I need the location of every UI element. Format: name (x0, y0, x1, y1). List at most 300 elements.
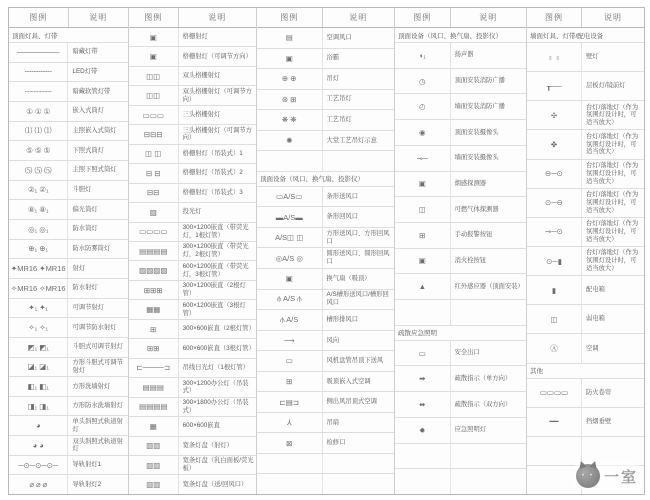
description-cell: 单头斜照式轨道射灯 (72, 417, 123, 433)
description-cell: 方形防水洗墙射灯 (72, 402, 123, 410)
description-cell: 空调风口 (326, 33, 352, 41)
description-cell: 弱电箱 (586, 315, 605, 323)
legend-row (9, 397, 128, 417)
symbol-cell: ◎A/S ◎ (257, 248, 323, 268)
symbol-cell: ✧MR16 ✧MR16 (9, 279, 68, 298)
legend-row (9, 377, 128, 397)
symbol-cell: ◫ (527, 305, 582, 333)
symbol-cell: ▭A/S▭ (257, 187, 323, 207)
description-cell: 格栅射灯（可调节方向） (182, 52, 252, 60)
section-header: 顶面设备（风口、换气扇、投影仪） (395, 28, 526, 43)
description-cell (323, 454, 395, 474)
legend-row (129, 164, 256, 183)
symbol-cell: ⊞ (395, 223, 451, 248)
legend-row (129, 417, 256, 436)
legend-row (395, 469, 526, 494)
legend-row (257, 269, 394, 290)
symbol-cell: ◉ (395, 120, 451, 145)
description-cell: 条形回风口 (326, 213, 358, 221)
description-cell: 可调节射灯 (72, 303, 104, 311)
legend-row (129, 398, 256, 417)
symbol-cell: ⊞ (257, 372, 323, 392)
legend-row (257, 187, 394, 208)
symbol-cell: ⊞⊞⊞ (129, 281, 179, 299)
description-header: 说明 (349, 13, 368, 22)
symbol-cell (395, 444, 451, 469)
description-cell: 工艺吊灯 (326, 116, 352, 124)
legend-row (395, 43, 526, 69)
legend-column-2 (129, 8, 257, 494)
description-cell: 暗藏软管灯带 (72, 87, 111, 95)
description-cell (323, 151, 395, 171)
legend-row (129, 281, 256, 300)
description-cell: 浴霸 (326, 54, 340, 62)
legend-row (129, 28, 256, 47)
legend-row (257, 351, 394, 372)
description-cell: 应急照明灯 (454, 426, 487, 434)
column-body (527, 28, 644, 494)
column-body (257, 28, 394, 494)
description-cell: 台灯/落地灯（作为氛围灯设计时，可适当放大） (586, 249, 639, 272)
description-cell: 台灯/落地灯（作为氛围灯设计时，可适当放大） (586, 190, 639, 214)
description-cell: 烟感探测器 (454, 179, 487, 187)
legend-row (9, 279, 128, 299)
description-cell: 导轨射灯1 (72, 461, 102, 469)
description-cell: 圆形送风口、圆形回风口 (326, 250, 390, 266)
symbol-cell: ⑴ ⑴ ⑴ (9, 122, 68, 141)
description-cell (451, 469, 526, 494)
legend-row (9, 102, 128, 122)
legend-row (257, 49, 394, 70)
description-cell: 三头格栅射灯（可调节方向） (182, 126, 252, 142)
symbol-cell: ♁ ♁ (527, 43, 582, 71)
description-cell: 检修口 (326, 439, 346, 447)
description-header: 说明 (89, 13, 108, 22)
description-cell: 侧出风吊顶式空调 (326, 398, 377, 406)
legend-row (129, 456, 256, 475)
description-cell (323, 474, 395, 494)
legend-row (395, 94, 526, 120)
symbol-cell: ◩₁ ◩₁ (9, 338, 68, 357)
description-cell: 壁灯 (586, 53, 599, 61)
symbol-cell: ⊟ ⊟ (129, 164, 179, 182)
description-cell: 600×600嵌直 (182, 422, 220, 430)
legend-row (129, 242, 256, 261)
symbol-cell: ┰── (527, 72, 582, 100)
symbol-cell: ⊙─⊖ (527, 189, 582, 217)
description-cell: 宽条灯盘（射灯） (182, 441, 233, 449)
symbol-cell: ✺ (257, 131, 323, 151)
description-cell: 投光灯 (182, 208, 202, 216)
legend-row (395, 300, 526, 326)
description-cell: 格栅射灯（吊装式）1 (182, 150, 243, 158)
description-cell: 红外感应器（顶面安装） (454, 282, 524, 290)
legend-row (527, 218, 644, 247)
symbol-cell: ◎₁ ◎₁ (9, 220, 68, 239)
symbol-header: 图例 (9, 8, 69, 27)
legend-row (527, 408, 644, 437)
symbol-cell: ⊠ (257, 433, 323, 453)
symbol-cell: ⅄ (257, 413, 323, 433)
description-cell: 槽形排风口 (326, 315, 358, 323)
legend-row (257, 69, 394, 90)
description-cell: 台灯/落地灯（作为氛围灯设计时，可适当放大） (586, 132, 639, 156)
symbol-cell: ◫ (395, 197, 451, 222)
description-cell: 双头格栅射灯 (182, 72, 221, 80)
symbol-cell: ▥▥ (129, 456, 179, 474)
legend-row (257, 228, 394, 249)
symbol-cell: ┄┄┄┄┄┄ (9, 82, 68, 101)
description-cell: 600×1200嵌直（3根灯管） (182, 301, 246, 317)
legend-row (527, 101, 644, 130)
symbol-cell: ⟶ (257, 331, 323, 351)
description-cell: 主照嵌入式筒灯 (72, 127, 117, 135)
legend-row (395, 249, 526, 275)
description-cell: 方形洗墙射灯 (72, 382, 111, 390)
description-cell: 双头格栅射灯（可调节方向） (182, 87, 252, 103)
legend-row (9, 63, 128, 83)
symbol-header: 图例 (395, 8, 451, 27)
description-cell: 墙面安装消防广播 (454, 102, 505, 110)
legend-row (395, 418, 526, 444)
symbol-cell: ✹ (395, 418, 451, 443)
symbol-cell: Ⓐ (527, 334, 582, 362)
symbol-cell: ✧₁ ✧₁ (9, 318, 68, 337)
legend-row (9, 82, 128, 102)
section-header: 墙面灯具、灯带/配电设备 (527, 28, 644, 43)
description-cell: A/S槽形送风口/槽形回风口 (326, 291, 389, 307)
symbol-cell: ▦ (129, 417, 179, 435)
symbol-cell: ⊕₁ ⊕₁ (9, 240, 68, 259)
symbol-cell: ✤ (527, 130, 582, 158)
description-cell: 可调节防水射灯 (72, 323, 117, 331)
description-cell: 格栅射灯（吊装式）3 (182, 188, 243, 196)
symbol-cell: ⊸─ (395, 146, 451, 171)
legend-row (129, 339, 256, 358)
symbol-cell: ◴ (395, 94, 451, 119)
description-cell: 斗胆灯 (72, 185, 92, 193)
legend-row (257, 433, 394, 454)
symbol-cell: ⊖─⊙ (527, 160, 582, 188)
description-cell: 嵌入式筒灯 (72, 107, 104, 115)
symbol-cell: ✣ (527, 101, 582, 129)
symbol-cell: ▨ (129, 203, 179, 221)
legend-row (9, 161, 128, 181)
symbol-cell: ⊏────⊐ (129, 359, 179, 377)
symbol-cell: ▣ (257, 269, 323, 289)
description-cell: LED灯带 (72, 68, 98, 76)
legend-row (9, 338, 128, 358)
legend-row (395, 172, 526, 198)
legend-row (129, 47, 256, 66)
legend-row (257, 28, 394, 49)
symbol-cell: ▮ (527, 276, 582, 304)
symbol-cell: ① ① ① (9, 102, 68, 121)
legend-row (9, 318, 128, 338)
legend-row (129, 223, 256, 242)
legend-row (9, 456, 128, 476)
legend-row (257, 454, 394, 475)
symbol-cell: ⊞⊞ (129, 339, 179, 357)
symbol-cell (527, 437, 582, 465)
symbol-cell: ◕ ◕ (9, 436, 68, 455)
legend-row (395, 69, 526, 95)
description-cell: 顶面安装消防广播 (454, 77, 505, 85)
legend-row (9, 436, 128, 456)
symbol-cell: ▬A/S▬ (257, 207, 323, 227)
symbol-cell: ◷ (395, 69, 451, 94)
description-cell: 双头斜照式轨道射灯 (72, 437, 123, 453)
description-cell: 格栅射灯（吊装式）2 (182, 169, 243, 177)
legend-row (9, 181, 128, 201)
symbol-cell: ◨₁ ◨₁ (9, 397, 68, 416)
section-header: 疏散应急照明 (395, 326, 526, 341)
legend-row (395, 341, 526, 367)
description-cell: 台灯/落地灯（作为氛围灯设计时，可适当放大） (586, 220, 639, 243)
description-cell: 配电箱 (586, 286, 605, 294)
column-header (395, 8, 526, 28)
symbol-cell: ▣ (129, 47, 179, 65)
legend-row (129, 106, 256, 125)
legend-row (257, 248, 394, 269)
legend-row (9, 475, 128, 494)
legend-row (527, 160, 644, 189)
symbol-cell: ▭▭▭▭ (527, 379, 582, 407)
description-cell: 宽条灯盘（乳白面板/荧光板） (182, 457, 254, 473)
symbol-header: 图例 (129, 8, 179, 27)
legend-row (527, 130, 644, 159)
legend-row (527, 276, 644, 305)
symbol-cell: ⑤ ⑤ ⑤ (9, 141, 68, 160)
symbol-cell: ▲ (395, 274, 451, 299)
legend-row (129, 86, 256, 105)
symbol-cell: ◖₁ (395, 43, 451, 68)
description-cell: 层板灯/镜前灯 (586, 82, 626, 90)
legend-row (257, 392, 394, 413)
description-cell: 安全出口 (454, 349, 480, 357)
description-cell: 顶面安装摄像头 (454, 128, 499, 136)
symbol-cell: ◕ (9, 416, 68, 435)
description-cell: 主照下照式筒灯 (72, 166, 117, 174)
legend-row (527, 43, 644, 72)
legend-row (9, 299, 128, 319)
symbol-cell: ✦MR16 ✦MR16 (9, 259, 68, 278)
section-header: 顶面设备（风口、换气扇、投影仪） (257, 172, 394, 187)
description-cell (451, 444, 526, 469)
symbol-cell: A/S◫ ◫ (257, 228, 323, 248)
description-cell: 挡烟垂壁 (586, 417, 612, 425)
description-cell: 300×1200嵌直（带荧光灯，1根灯管） (182, 223, 249, 239)
description-cell: 吸顶嵌入式空调 (326, 377, 371, 385)
description-cell: 导轨射灯2 (72, 480, 102, 488)
symbol-cell: ─⊙─⊙─⊙─ (9, 456, 68, 475)
legend-row (395, 366, 526, 392)
legend-row (257, 413, 394, 434)
description-cell: 斗胆式可调节射灯 (72, 343, 123, 351)
legend-row (9, 220, 128, 240)
description-header: 说明 (604, 13, 622, 22)
legend-row (9, 43, 128, 63)
legend-row (257, 90, 394, 111)
description-cell: 风向 (326, 336, 340, 344)
symbol-cell (395, 300, 451, 325)
symbol-cell: ▨▨▨▨ (129, 261, 179, 279)
description-cell: 300×600嵌直（2根灯管） (182, 325, 255, 333)
description-cell: 消火栓按钮 (454, 257, 487, 265)
symbol-cell (257, 474, 323, 494)
symbol-cell: ▦▦ (129, 300, 179, 318)
legend-row (129, 320, 256, 339)
legend-row (395, 274, 526, 300)
description-cell: 条形送风口 (326, 192, 358, 200)
description-cell: 墙面安装摄像头 (454, 154, 499, 162)
symbol-cell: ▥▥ (129, 475, 179, 493)
section-header: 顶面灯具、灯带 (9, 28, 128, 43)
legend-table (8, 7, 645, 495)
description-cell: 大堂工艺吊灯示意 (326, 136, 377, 144)
legend-row (527, 72, 644, 101)
description-cell: 工艺吊灯 (326, 95, 352, 103)
legend-row (257, 131, 394, 152)
symbol-cell: ➡ (395, 366, 451, 391)
description-cell: 吊扇 (326, 418, 340, 426)
legend-column-3 (257, 8, 395, 494)
legend-column-1 (9, 8, 129, 494)
legend-row (9, 358, 128, 378)
description-cell: 三头格栅射灯 (182, 111, 221, 119)
symbol-cell: ❋ ❋ (257, 110, 323, 130)
symbol-cell: ⊟⊟⊟ (129, 125, 179, 143)
description-header: 说明 (479, 13, 498, 22)
symbol-cell: ⊞ (129, 320, 179, 338)
legend-row (257, 331, 394, 352)
legend-row (129, 203, 256, 222)
symbol-cell: ▤▤▤ (129, 378, 179, 396)
description-cell: 方形送风口、方形回风口 (326, 229, 390, 245)
description-cell: 方形斗胆式可调节射灯 (72, 358, 123, 374)
legend-column-5 (527, 8, 644, 494)
description-cell: 换气扇（吸顶） (326, 274, 371, 282)
symbol-cell: ▤▤▤▤ (129, 242, 179, 260)
description-cell: 下照式筒灯 (72, 146, 104, 154)
column-header (527, 8, 644, 28)
symbol-cell: ▤ (257, 28, 323, 48)
description-cell: 300×1200嵌直（2根灯管） (182, 282, 246, 298)
description-cell: 吊灯 (326, 74, 340, 82)
legend-row (395, 146, 526, 172)
symbol-cell: ✦₁ ✦₁ (9, 299, 68, 318)
description-cell: 台灯/落地灯（作为氛围灯设计时，可适当放大） (586, 161, 639, 185)
description-cell: 格栅射灯 (182, 33, 208, 41)
description-cell: 风机盘管吊顶下送风 (326, 357, 384, 365)
symbol-cell: ▤▤▤▤ (129, 398, 179, 416)
column-header (9, 8, 128, 28)
symbol-cell (257, 454, 323, 474)
legend-row (129, 145, 256, 164)
symbol-cell: ⫛ A/S (257, 310, 323, 330)
symbol-cell: ⊸─⊙ (527, 218, 582, 246)
description-cell: 防水筒灯 (72, 225, 98, 233)
legend-row (395, 223, 526, 249)
description-cell: 防火卷帘 (586, 388, 612, 396)
symbol-cell: ▣ (257, 49, 323, 69)
legend-row (257, 151, 394, 172)
legend-row (129, 261, 256, 280)
legend-column-4 (395, 8, 527, 494)
description-cell: 空调 (586, 344, 599, 352)
symbol-cell: ━━ (527, 408, 582, 436)
symbol-cell: ▭▭▭ (129, 106, 179, 124)
symbol-cell: ◪₁ ◪₁ (9, 358, 68, 377)
description-cell: 防水射灯 (72, 284, 98, 292)
description-header: 说明 (208, 13, 227, 22)
column-body (129, 28, 256, 494)
description-cell: 吊线日光灯（1根灯管） (182, 364, 250, 371)
symbol-cell: ▭ (395, 341, 451, 366)
symbol-cell: ⊟⊟ (129, 184, 179, 202)
legend-row (9, 141, 128, 161)
cat-logo-icon: • • (576, 464, 600, 488)
symbol-header: 图例 (527, 8, 582, 27)
legend-row (257, 474, 394, 494)
legend-row (257, 290, 394, 311)
description-cell: 宽条灯盘（送/回风口） (182, 480, 248, 488)
symbol-cell: ▣ (129, 28, 179, 46)
legend-row (129, 437, 256, 456)
section-header: 其他 (527, 364, 644, 379)
symbol-cell: ②₁ ②₁ (9, 181, 68, 200)
description-cell: 300×1800办公灯（吊装式） (182, 398, 249, 414)
legend-row (395, 392, 526, 418)
watermark-text: 一室 (603, 468, 638, 486)
legend-row (9, 259, 128, 279)
symbol-cell (395, 469, 451, 494)
legend-row (257, 310, 394, 331)
legend-row (257, 110, 394, 131)
description-cell: 防水防雾筒灯 (72, 244, 111, 252)
description-cell: 手动报警按钮 (454, 231, 493, 239)
legend-row (527, 379, 644, 408)
legend-row (395, 120, 526, 146)
symbol-cell: ⌀ ⌀ ⌀ (9, 475, 68, 494)
symbol-cell: ⊕ ⊕ (257, 69, 323, 89)
symbol-cell: ⊛ ⊞ (257, 90, 323, 110)
symbol-cell: ◫ ◫ (129, 145, 179, 163)
description-cell: 疏散指示（单方向） (454, 374, 512, 382)
symbol-cell: ◫◫ (129, 67, 179, 85)
symbol-cell: ◫◫ (129, 86, 179, 104)
description-cell: 600×1200嵌直（带荧光灯，3根灯管） (182, 262, 249, 278)
description-cell: 疏散指示（双方向） (454, 400, 512, 408)
legend-row (9, 240, 128, 260)
legend-row (9, 416, 128, 436)
column-body (9, 28, 128, 494)
legend-row (9, 122, 128, 142)
legend-row (257, 372, 394, 393)
legend-row (129, 475, 256, 493)
legend-row (257, 207, 394, 228)
symbol-cell: ▭▭▭▭ (129, 223, 179, 241)
legend-row (395, 444, 526, 470)
symbol-cell (257, 151, 323, 171)
legend-row (129, 67, 256, 86)
description-cell: 偏光筒灯 (72, 205, 98, 213)
symbol-cell: ⑸ ⑸ ⑸ (9, 161, 68, 180)
symbol-cell: ◧₁ ◧₁ (9, 377, 68, 396)
symbol-cell: ▣ (395, 172, 451, 197)
legend-row (129, 359, 256, 378)
legend-row (129, 378, 256, 397)
